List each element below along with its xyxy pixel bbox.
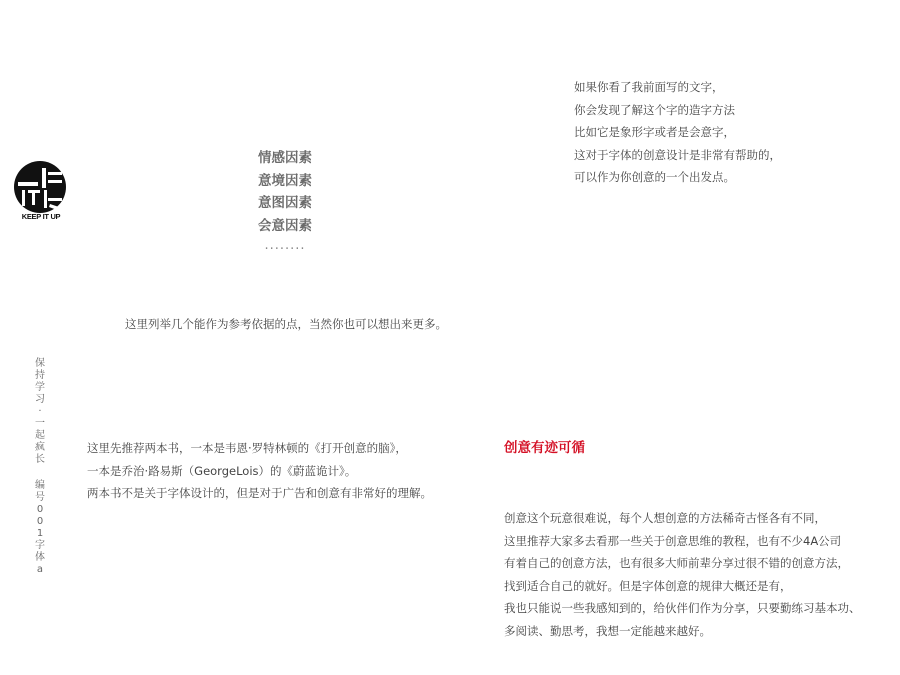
vertical-char: 0 — [36, 516, 44, 527]
vertical-char: 1 — [36, 528, 44, 539]
vertical-char: 字 — [35, 540, 45, 551]
factor-item: 会意因素 — [258, 217, 312, 234]
paragraph-line: 找到适合自己的就好。但是字体创意的规律大概还是有， — [504, 578, 792, 593]
paragraph-line: 比如它是象形字或者是会意字， — [574, 125, 735, 139]
factors-ellipsis: ........ — [264, 238, 306, 253]
section-heading: 创意有迹可循 — [504, 440, 585, 456]
vertical-char: 习 — [35, 394, 45, 405]
factor-item: 意图因素 — [258, 195, 312, 211]
paragraph-line: 这对于字体的创意设计是非常有帮助的， — [574, 147, 781, 162]
brand-logo — [12, 160, 70, 226]
vertical-char: 0 — [36, 504, 44, 515]
vertical-side-text — [34, 358, 46, 576]
vertical-slogan — [34, 358, 46, 466]
logo-badge — [12, 160, 70, 218]
factors-list — [230, 147, 340, 255]
vertical-char: 长 — [35, 454, 45, 465]
paragraph-line: 这里推荐大家多去看那一些关于创意思维的教程，也有不少4A公司 — [504, 533, 842, 548]
vertical-char: 保 — [35, 358, 45, 369]
intro-paragraph — [574, 76, 781, 189]
books-paragraph — [87, 437, 432, 505]
vertical-char: · — [38, 406, 42, 417]
logo-caption: KEEP IT UP — [21, 212, 61, 221]
reference-note — [125, 313, 447, 336]
vertical-char: 体 — [35, 552, 45, 563]
factor-item: 情感因素 — [258, 150, 312, 166]
paragraph-line: 可以作为你创意的一个出发点。 — [574, 170, 735, 184]
vertical-char: a — [36, 564, 44, 575]
paragraph-line: 这里先推荐两本书，一本是韦恩·罗特林顿的《打开创意的脑》， — [87, 441, 407, 455]
reference-note-text: 这里列举几个能作为参考依据的点，当然你也可以想出来更多。 — [125, 317, 447, 331]
vertical-char: 号 — [35, 492, 45, 503]
paragraph-line: 一本是乔治·路易斯（GeorgeLois）的《蔚蓝诡计》。 — [87, 463, 357, 478]
paragraph-line: 你会发现了解这个字的造字方法 — [574, 102, 735, 117]
vertical-char: 一 — [35, 418, 45, 429]
vertical-char: 持 — [35, 370, 45, 381]
vertical-char: 起 — [35, 430, 45, 441]
creative-paragraph — [504, 507, 861, 642]
paragraph-line: 如果你看了我前面写的文字， — [574, 80, 724, 94]
vertical-char: 编 — [35, 480, 45, 491]
paragraph-line: 多阅读、勤思考，我想一定能越来越好。 — [504, 623, 711, 638]
paragraph-line: 创意这个玩意很难说，每个人想创意的方法稀奇古怪各有不同， — [504, 511, 826, 525]
paragraph-line: 两本书不是关于字体设计的，但是对于广告和创意有非常好的理解。 — [87, 486, 432, 500]
vertical-char: 疯 — [35, 442, 45, 453]
paragraph-line: 有着自己的创意方法，也有很多大师前辈分享过很不错的创意方法， — [504, 556, 849, 570]
factor-item: 意境因素 — [258, 172, 312, 189]
vertical-char: 学 — [35, 382, 45, 393]
paragraph-line: 我也只能说一些我感知到的，给伙伴们作为分享，只要勤练习基本功、 — [504, 601, 861, 615]
vertical-series-label — [34, 480, 46, 576]
